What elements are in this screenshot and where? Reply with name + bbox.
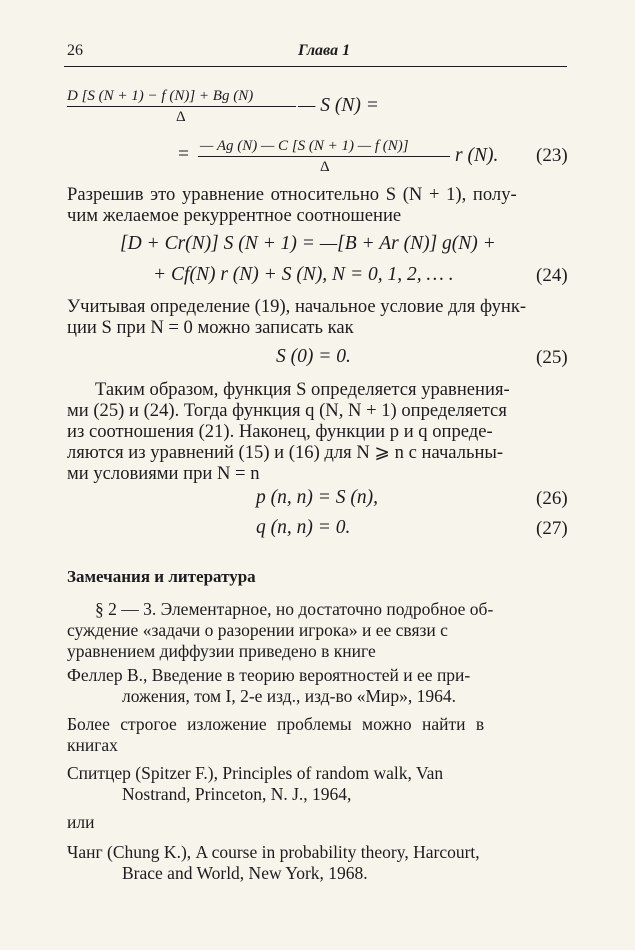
eq26-number: (26) [536, 488, 568, 509]
paragraph-4-line-1: § 2 — 3. Элементарное, но достаточно подробное об- [95, 599, 494, 619]
eq24-line-1: [D + Cr(N)] S (N + 1) = —[B + Ar (N)] g(N) + [120, 233, 496, 254]
eq24-number: (24) [536, 265, 568, 286]
eq26-text: p (n, n) = S (n), [256, 487, 379, 508]
chapter-title: Глава 1 [298, 42, 351, 59]
eq23-line1-tail: — S (N) = [298, 95, 379, 116]
section-heading: Замечания и литература [67, 567, 256, 586]
eq23-number: (23) [536, 145, 568, 166]
reference-3-line-1: Чанг (Chung K.), A course in probability theory, Harcourt, [67, 842, 480, 862]
eq23-line2-tail: r (N). [455, 145, 499, 166]
eq23-line1-denominator: Δ [176, 109, 186, 125]
eq27-number: (27) [536, 518, 568, 539]
header-rule [64, 66, 567, 67]
paragraph-4-line-3: уравнением диффузии приведено в книге [67, 641, 376, 661]
reference-2-line-2: Nostrand, Princeton, N. J., 1964, [122, 784, 352, 804]
eq25-number: (25) [536, 347, 568, 368]
paragraph-2-line-1: Учитывая определение (19), начальное условие для функ- [67, 296, 527, 317]
paragraph-5-line-1: Более строгое изложение проблемы можно найти в [67, 714, 485, 734]
eq23-line1-fraction-bar [67, 106, 296, 107]
reference-2-line-1: Спитцер (Spitzer F.), Principles of random walk, Van [67, 763, 444, 783]
paragraph-3-line-1: Таким образом, функция S определяется уравнения- [95, 379, 510, 400]
reference-3-line-2: Brace and World, New York, 1968. [122, 863, 368, 883]
paragraph-3-line-2: ми (25) и (24). Тогда функция q (N, N + 1) определяется [67, 400, 507, 421]
eq27-text: q (n, n) = 0. [256, 517, 351, 538]
paragraph-1-line-2: чим желаемое рекуррентное соотношение [67, 205, 402, 226]
reference-1-line-2: ложения, том I, 2-е изд., изд-во «Мир», 1964. [122, 686, 457, 706]
paragraph-5-line-2: книгах [67, 735, 118, 755]
paragraph-3-line-4: ляются из уравнений (15) и (16) для N ⩾ n с начальны- [67, 442, 504, 463]
page-number: 26 [67, 42, 83, 59]
reference-1-line-1: Феллер В., Введение в теорию вероятностей и ее при- [67, 665, 471, 685]
paragraph-3-line-5: ми условиями при N = n [67, 463, 260, 484]
eq23-line1-numerator: D [S (N + 1) − f (N)] + Bg (N) [67, 88, 254, 104]
eq23-line2-denominator: Δ [320, 159, 330, 175]
paragraph-2-line-2: ции S при N = 0 можно записать как [67, 317, 354, 338]
paragraph-4-line-2: суждение «задачи о разорении игрока» и ее связи с [67, 620, 448, 640]
paragraph-1-line-1: Разрешив это уравнение относительно S (N + 1), полу- [67, 184, 517, 205]
eq24-line-2: + Cf(N) r (N) + S (N), N = 0, 1, 2, … . [153, 264, 454, 285]
eq25-text: S (0) = 0. [276, 346, 351, 367]
eq23-line2-numerator: — Ag (N) — C [S (N + 1) — f (N)] [200, 138, 409, 154]
eq23-line2-fraction-bar [198, 156, 450, 157]
or-text: или [67, 812, 95, 832]
eq23-line2-lead: = [178, 144, 189, 165]
paragraph-3-line-3: из соотношения (21). Наконец, функции p и q опреде- [67, 421, 493, 442]
